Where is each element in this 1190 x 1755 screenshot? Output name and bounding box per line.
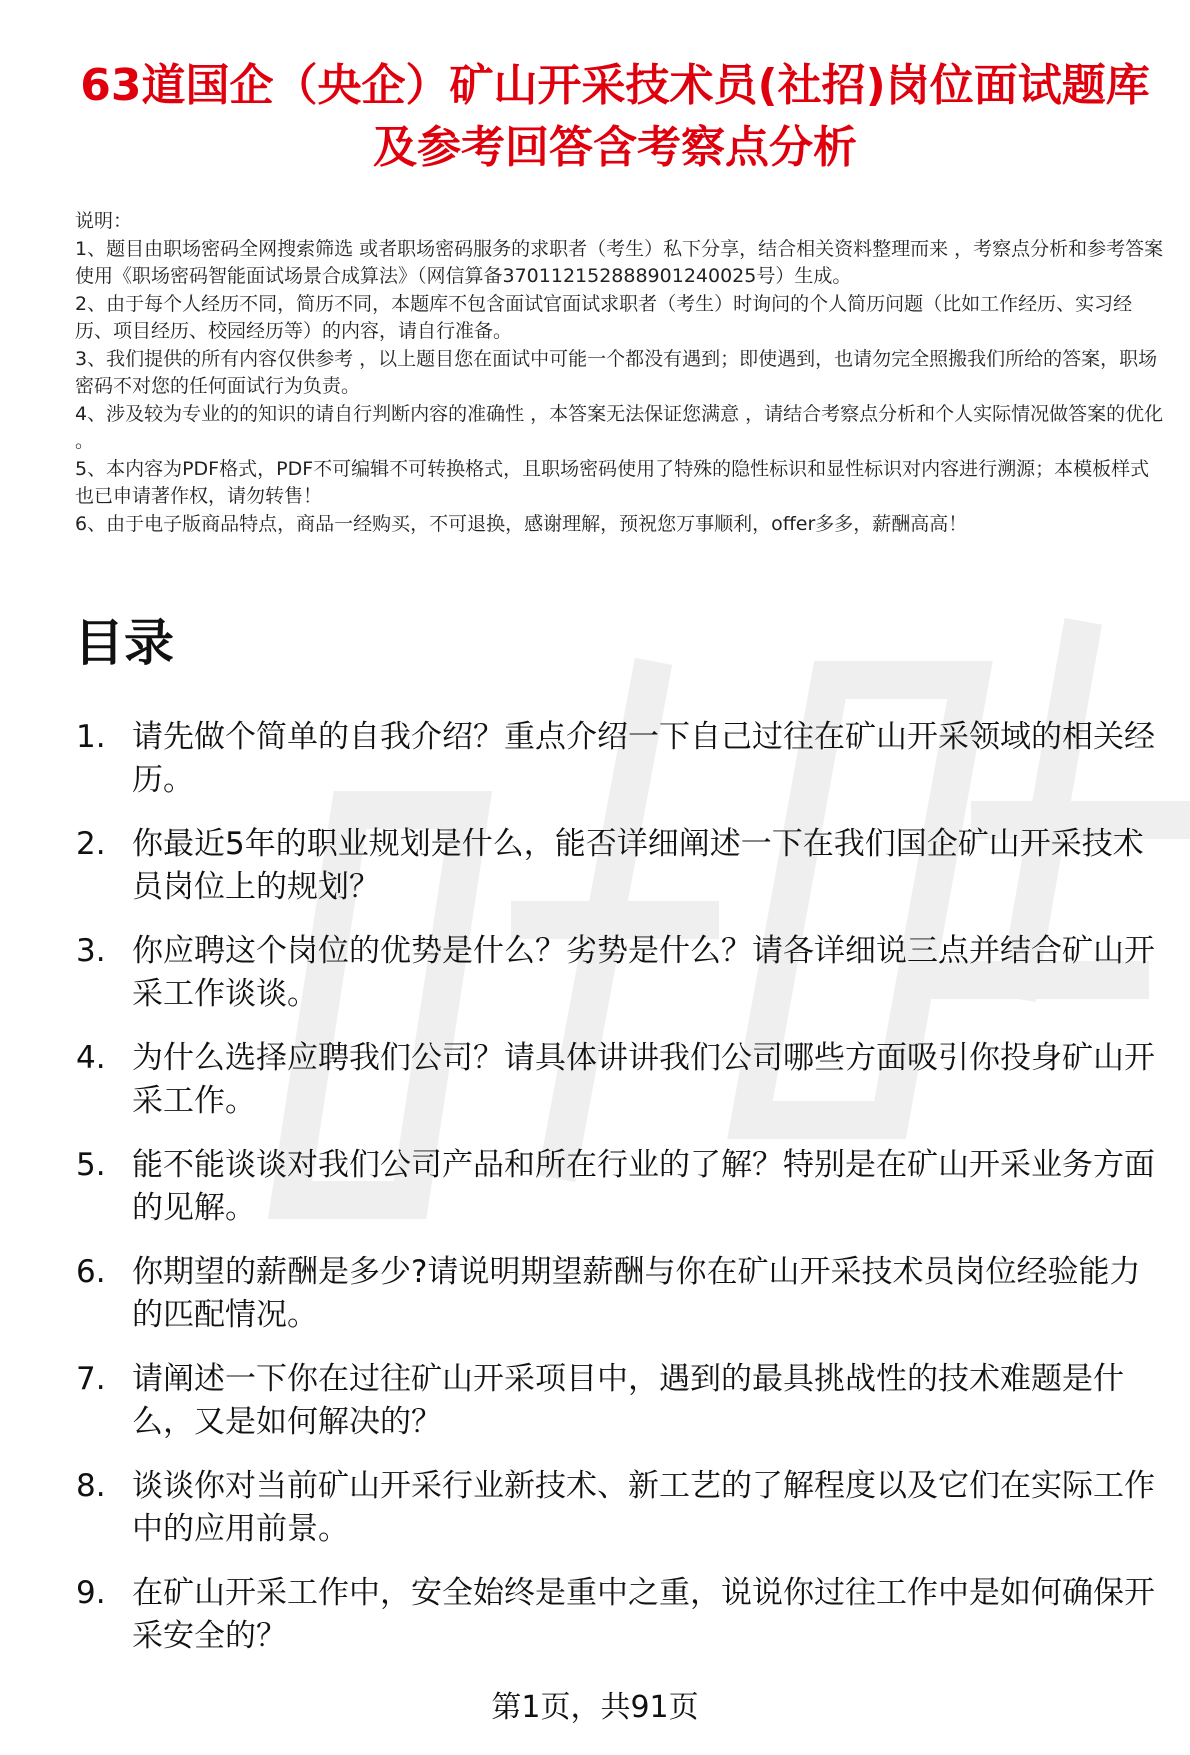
toc-item-number: 5. (76, 1147, 106, 1183)
toc-item[interactable] (76, 1465, 1170, 1551)
toc-item[interactable] (76, 716, 1170, 802)
toc-item-text: 你应聘这个岗位的优势是什么？劣势是什么？请各详细说三点并结合矿山开采工作谈谈。 (132, 933, 1155, 1012)
toc-item-number: 2. (76, 826, 106, 862)
toc-item[interactable] (76, 930, 1170, 1016)
toc-item[interactable] (76, 823, 1170, 909)
toc-heading: 目录 (74, 614, 174, 672)
document-title: 63道国企（央企）矿山开采技术员(社招)岗位面试题库及参考回答含考察点分析 (80, 60, 1150, 173)
note-item: 2、由于每个人经历不同，简历不同，本题库不包含面试官面试求职者（考生）时询问的个人简历问题（比如工作经历、实习经历、项目经历、校园经历等）的内容，请自行准备。 (75, 292, 1133, 342)
toc-item-text: 谈谈你对当前矿山开采行业新技术、新工艺的了解程度以及它们在实际工作中的应用前景。 (132, 1468, 1155, 1547)
toc-item-text: 你期望的薪酬是多少?请说明期望薪酬与你在矿山开采技术员岗位经验能力的匹配情况。 (132, 1254, 1141, 1333)
toc-item-number: 9. (76, 1575, 106, 1611)
toc-item-text: 为什么选择应聘我们公司？请具体讲讲我们公司哪些方面吸引你投身矿山开采工作。 (132, 1040, 1155, 1119)
notes-section (75, 208, 1165, 538)
notes-heading: 说明： (75, 210, 133, 232)
toc-item-number: 1. (76, 719, 106, 755)
toc-item-text: 能不能谈谈对我们公司产品和所在行业的了解？特别是在矿山开采业务方面的见解。 (132, 1147, 1155, 1226)
toc-item-text: 在矿山开采工作中，安全始终是重中之重，说说你过往工作中是如何确保开采安全的？ (132, 1575, 1155, 1654)
toc-item[interactable] (76, 1572, 1170, 1658)
page-footer: 第1页，共91页 (491, 1690, 699, 1725)
note-item: 1、题目由职场密码全网搜索筛选 或者职场密码服务的求职者（考生）私下分享，结合相关资料整理而来 ，考察点分析和参考答案使用《职场密码智能面试场景合成算法》（网信算备370112152888901240025号）生成。 (75, 237, 1164, 287)
toc-item[interactable] (76, 1037, 1170, 1123)
toc-item-text: 你最近5年的职业规划是什么，能否详细阐述一下在我们国企矿山开采技术员岗位上的规划？ (132, 826, 1144, 905)
toc-item-text: 请先做个简单的自我介绍？重点介绍一下自己过往在矿山开采领域的相关经历。 (132, 719, 1155, 798)
toc-item-number: 4. (76, 1040, 106, 1076)
toc-item[interactable] (76, 1251, 1170, 1337)
toc-item-number: 7. (76, 1361, 106, 1397)
toc-list (76, 716, 1170, 1679)
note-item: 5、本内容为PDF格式，PDF不可编辑不可转换格式，且职场密码使用了特殊的隐性标识和显性标识对内容进行溯源；本模板样式也已申请著作权，请勿转售！ (75, 457, 1150, 507)
toc-item-text: 请阐述一下你在过往矿山开采项目中，遇到的最具挑战性的技术难题是什么，又是如何解决的？ (132, 1361, 1124, 1440)
toc-item-number: 8. (76, 1468, 106, 1504)
note-item: 6、由于电子版商品特点，商品一经购买，不可退换，感谢理解，预祝您万事顺利，offer多多，薪酬高高！ (75, 512, 968, 535)
toc-item-number: 6. (76, 1254, 106, 1290)
toc-item[interactable] (76, 1358, 1170, 1444)
toc-item[interactable] (76, 1144, 1170, 1230)
note-item: 4、涉及较为专业的的知识的请自行判断内容的准确性 ，本答案无法保证您满意 ，请结合考察点分析和个人实际情况做答案的优化 。 (75, 402, 1164, 452)
toc-item-number: 3. (76, 933, 106, 969)
note-item: 3、我们提供的所有内容仅供参考 ，以上题目您在面试中可能一个都没有遇到；即使遇到，也请勿完全照搬我们所给的答案，职场密码不对您的任何面试行为负责。 (75, 347, 1158, 397)
